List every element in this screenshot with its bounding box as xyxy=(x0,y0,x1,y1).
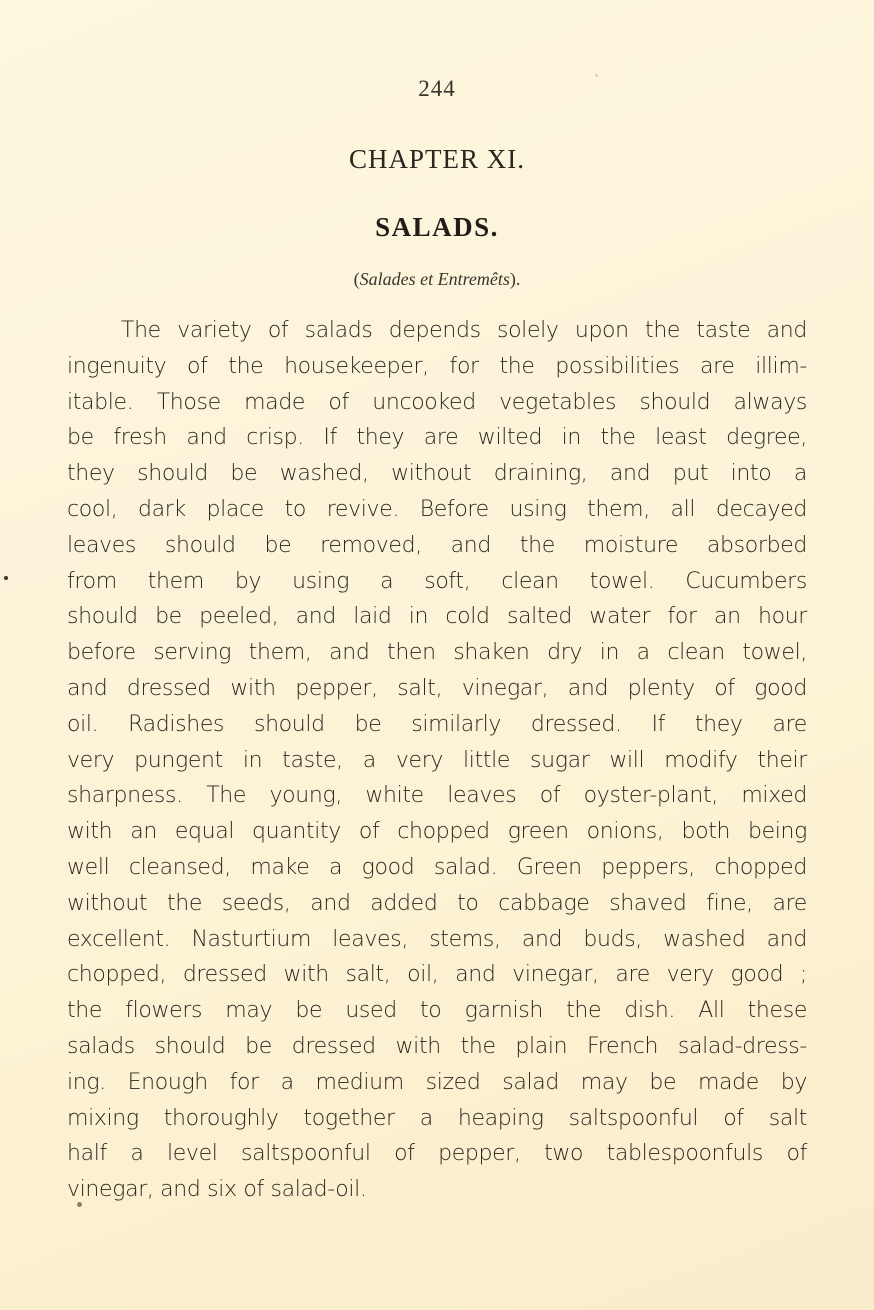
margin-ink-dot xyxy=(4,576,8,580)
text-line: chopped, dressed with salt, oil, and vinegar, are very good ; xyxy=(67,962,807,988)
text-line: without the seeds, and added to cabbage shaved fine, are xyxy=(67,890,807,916)
text-line: the flowers may be used to garnish the dish. All these xyxy=(67,998,807,1024)
text-line: excellent. Nasturtium leaves, stems, and buds, washed and xyxy=(67,926,807,952)
text-line: before serving them, and then shaken dry in a clean towel, xyxy=(67,640,807,666)
text-line: cool, dark place to revive. Before using them, all decayed xyxy=(67,496,807,522)
chapter-heading: CHAPTER XI. xyxy=(348,144,525,174)
text-line: itable. Those made of uncooked vegetables should always xyxy=(67,389,807,415)
text-line: they should be washed, without draining, and put into a xyxy=(67,461,807,487)
paper-speck xyxy=(77,1202,82,1207)
text-line: and dressed with pepper, salt, vinegar, and plenty of good xyxy=(67,675,807,701)
subtitle-french-title: Salades et Entremêts xyxy=(359,269,510,289)
text-line: from them by using a soft, clean towel. Cucumbers xyxy=(67,568,807,594)
text-line: vinegar, and six of salad-oil. xyxy=(67,1177,367,1203)
text-line: with an equal quantity of chopped green onions, both being xyxy=(67,819,807,845)
body-paragraph xyxy=(67,313,807,1208)
text-line: The variety of salads depends solely upon the taste and xyxy=(121,318,807,343)
text-line: mixing thoroughly together a heaping saltspoonful of salt xyxy=(67,1105,807,1131)
text-line: very pungent in taste, a very little sugar will modify their xyxy=(67,747,807,773)
text-line: ingenuity of the housekeeper, for the possibilities are illim- xyxy=(67,353,807,379)
section-subtitle xyxy=(0,269,874,290)
text-line: leaves should be removed, and the moisture absorbed xyxy=(67,532,807,558)
subtitle-open-paren: ( xyxy=(353,269,360,289)
subtitle-close-paren: ). xyxy=(509,269,521,289)
text-line: oil. Radishes should be similarly dressed. If they are xyxy=(67,711,807,737)
text-line: salads should be dressed with the plain French salad-dress- xyxy=(67,1033,807,1059)
text-line: be fresh and crisp. If they are wilted in the least degree, xyxy=(67,425,807,451)
paper-speck xyxy=(595,74,598,77)
text-line: sharpness. The young, white leaves of oyster-plant, mixed xyxy=(67,783,807,809)
text-line: should be peeled, and laid in cold salted water for an hour xyxy=(67,604,807,630)
text-line: half a level saltspoonful of pepper, two tablespoonfuls of xyxy=(67,1141,807,1167)
section-title: SALADS. xyxy=(375,212,499,242)
page-number: 244 xyxy=(418,76,456,101)
text-line: ing. Enough for a medium sized salad may be made by xyxy=(67,1069,807,1095)
text-line: well cleansed, make a good salad. Green peppers, chopped xyxy=(67,854,807,880)
